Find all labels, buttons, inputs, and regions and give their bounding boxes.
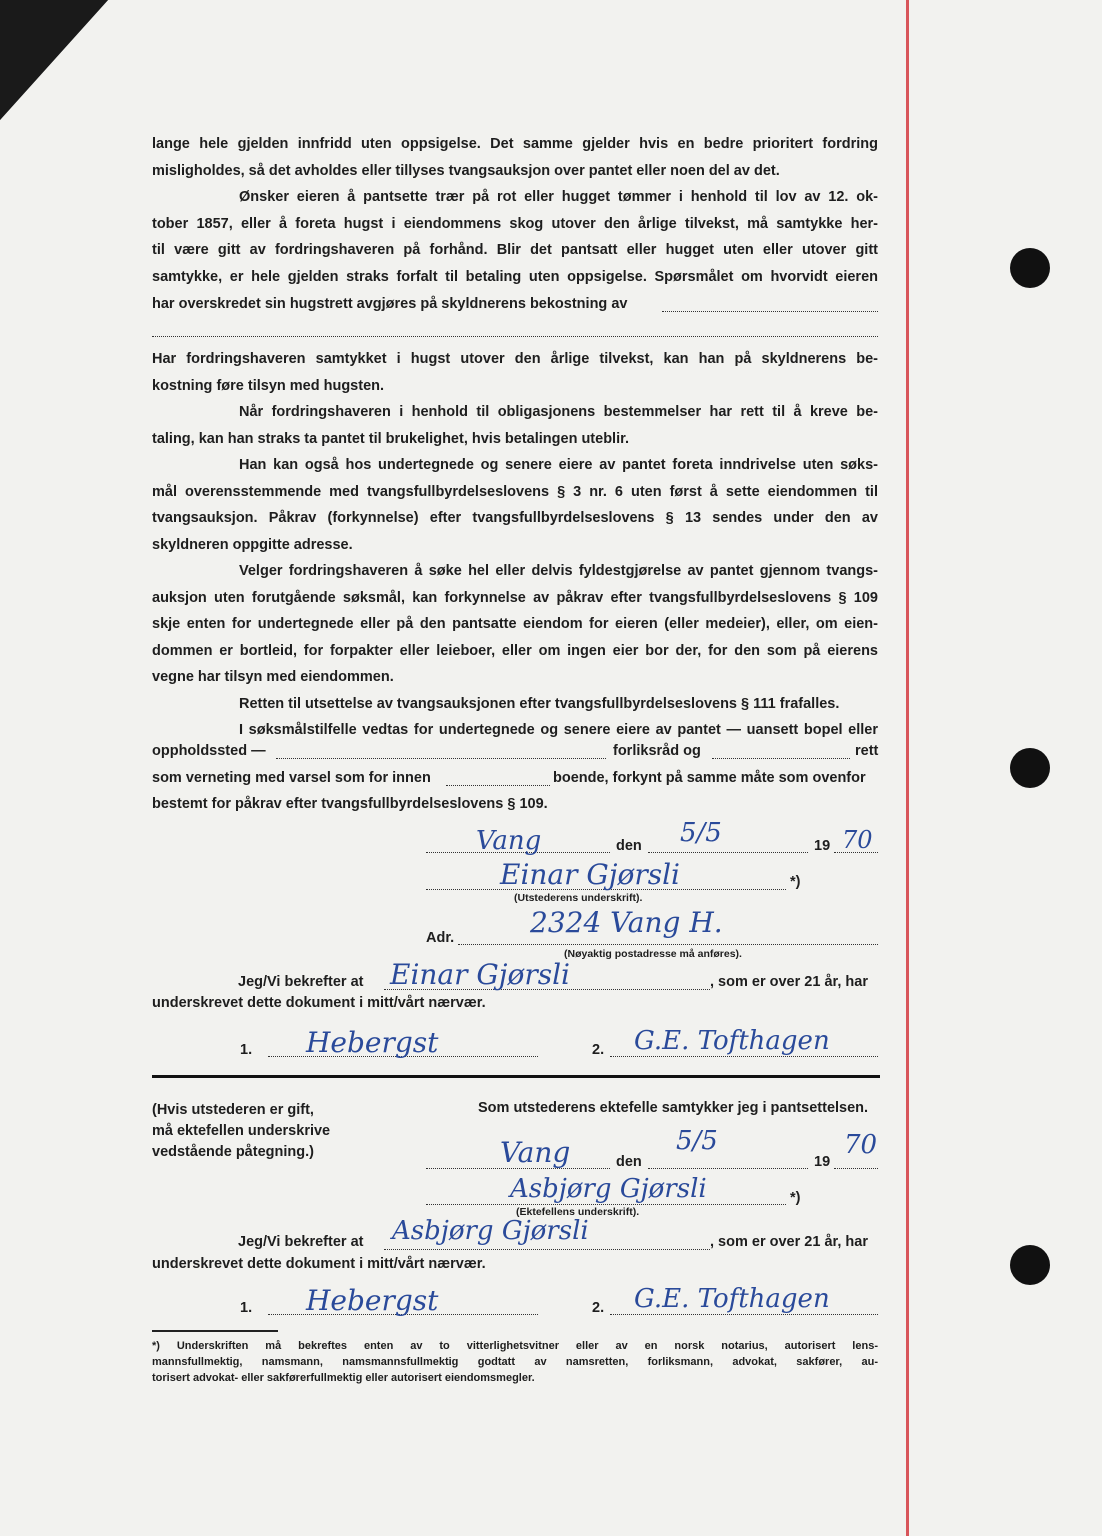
issuer-caption: (Utstederens underskrift).	[514, 892, 643, 904]
confirm-suffix: , som er over 21 år, har	[710, 974, 868, 990]
text-line: lange hele gjelden innfridd uten oppsigelse. Det samme gjelder hvis en bedre prioritert fordring	[152, 136, 878, 152]
fill-line	[834, 852, 878, 853]
fill-line	[834, 1168, 878, 1169]
text-line: vegne har tilsyn med eiendommen.	[152, 669, 394, 685]
confirm-label: Jeg/Vi bekrefter at	[238, 1234, 364, 1250]
punch-hole-icon	[1010, 748, 1050, 788]
text-line: dommen er bortleid, for forpakter eller leieboer, eller om ingen eier bor der, for den som på eierens	[152, 642, 878, 659]
text-line: samtykke, er hele gjelden straks forfalt til betaling uten oppsigelse. Spørsmålet om hvorvidt eieren	[152, 268, 878, 285]
footnote-line: mannsfullmektig, namsmann, namsmannsfullmektig godtatt av namsretten, forliksmann, advokat, sakfører, au-	[152, 1356, 878, 1368]
text-line: kostning føre tilsyn med hugsten.	[152, 377, 385, 394]
text-line: tvangsauksjon. Påkrav (forkynnelse) efter tvangsfullbyrdelseslovens § 13 sendes under den av	[152, 510, 878, 526]
fill-line	[648, 1168, 808, 1169]
witness-2-signature: G.E. Tofthagen	[634, 1026, 830, 1056]
punch-hole-icon	[1010, 248, 1050, 288]
witness-1-number: 1.	[240, 1042, 253, 1058]
text-line: Når fordringshaveren i henhold til obligasjonens bestemmelser har rett til å kreve be-	[239, 404, 878, 420]
consent-text: Som utstederens ektefelle samtykker jeg i pantsettelsen.	[478, 1100, 869, 1116]
signature-line	[426, 1204, 786, 1205]
handwritten-year: 70	[842, 826, 873, 854]
text-line: misligholdes, så det avholdes eller tillyses tvangsauksjon over pantet eller noen del av det.	[152, 162, 780, 179]
text-line: mål overensstemmende med tvangsfullbyrdelseslovens § 3 nr. 6 uten først å sette eiendommen til	[152, 483, 878, 500]
confirm-label: Jeg/Vi bekrefter at	[238, 974, 364, 990]
witness-1-number: 1.	[240, 1300, 253, 1316]
text-line: boende, forkynt på samme måte som ovenfor	[553, 770, 866, 786]
folded-corner	[0, 0, 108, 120]
red-margin-line	[906, 0, 909, 1536]
spouse-caption: (Ektefellens underskrift).	[516, 1206, 640, 1218]
footnote	[152, 1338, 878, 1386]
issuer-signature: Einar Gjørsli	[500, 858, 680, 891]
punch-hole-icon	[1010, 1245, 1050, 1285]
den-label: den	[616, 1154, 642, 1170]
witness-2-number: 2.	[592, 1300, 605, 1316]
section-divider	[152, 1075, 880, 1078]
handwritten-date: 5/5	[676, 1126, 718, 1156]
spouse-note-3: vedstående påtegning.)	[152, 1144, 314, 1160]
adr-label: Adr.	[426, 930, 455, 946]
text-line: auksjon uten forutgående søksmål, kan forkynnelse av påkrav efter tvangsfullbyrdelseslovens § 109	[152, 589, 878, 606]
footnote-line: *) Underskriften må bekreftes enten av to vitterlighetsvitner eller av en norsk notarius, autorisert lens-	[152, 1340, 878, 1352]
year-prefix: 19	[814, 838, 831, 854]
witness-2-number: 2.	[592, 1042, 605, 1058]
text-line: bestemt for påkrav efter tvangsfullbyrdelseslovens § 109.	[152, 796, 548, 812]
footnote-line: torisert advokat- eller sakførerfullmektig eller autorisert eiendomsmegler.	[152, 1372, 535, 1384]
witness-2-line	[610, 1314, 878, 1315]
witness-1-signature: Hebergst	[306, 1284, 439, 1317]
text-line: I søksmålstilfelle vedtas for undertegnede og senere eiere av pantet — uansett bopel eller	[239, 722, 878, 738]
confirm-suffix: , som er over 21 år, har	[710, 1234, 868, 1250]
text-line: rett	[855, 743, 879, 759]
body-paragraphs-top	[152, 131, 878, 290]
handwritten-year: 70	[844, 1130, 878, 1160]
text-line: Han kan også hos undertegnede og senere eiere av pantet foreta inndrivelse uten søks-	[239, 457, 878, 473]
witness-1-signature: Hebergst	[306, 1026, 439, 1059]
text-line: Har fordringshaveren samtykket i hugst utover den årlige tilvekst, kan han på skyldnerens be-	[152, 351, 878, 367]
text-line: Velger fordringshaveren å søke hel eller delvis fyldestgjørelse av pantet gjennom tvangs-	[239, 563, 878, 579]
body-paragraphs-middle	[152, 346, 878, 744]
confirm-line-2: underskrevet dette dokument i mitt/vårt nærvær.	[152, 995, 486, 1011]
text-line: taling, kan han straks ta pantet til brukelighet, hvis betalingen uteblir.	[152, 430, 629, 447]
fill-line	[458, 944, 878, 945]
fill-line	[384, 1249, 710, 1250]
confirm-line-2: underskrevet dette dokument i mitt/vårt nærvær.	[152, 1256, 486, 1272]
witness-2-line	[610, 1056, 878, 1057]
spouse-signature: Asbjørg Gjørsli	[510, 1174, 707, 1204]
asterisk-note: *)	[790, 1190, 801, 1206]
fill-line	[648, 852, 808, 853]
handwritten-address: 2324 Vang H.	[530, 906, 723, 939]
handwritten-place: Vang	[476, 826, 542, 856]
text-line: skyldneren oppgitte adresse.	[152, 536, 353, 553]
fill-line	[276, 758, 606, 759]
spouse-note-2: må ektefellen underskrive	[152, 1123, 331, 1139]
text-line: som verneting med varsel som for innen	[152, 770, 431, 786]
asterisk-note: *)	[790, 874, 801, 890]
address-caption: (Nøyaktig postadresse må anføres).	[564, 948, 742, 960]
confirm-name-handwritten: Asbjørg Gjørsli	[392, 1216, 589, 1246]
fill-line	[446, 785, 550, 786]
text-line: har overskredet sin hugstrett avgjøres på skyldnerens bekostning av	[152, 296, 628, 312]
den-label: den	[616, 838, 642, 854]
text-line: til være gitt av fordringshaveren på forhånd. Blir det pantsatt eller hugget uten eller utover gitt	[152, 242, 878, 258]
text-line: tober 1857, eller å foreta hugst i eiendommens skog utover den årlige tilvekst, må samtykke her-	[152, 215, 878, 232]
year-prefix: 19	[814, 1154, 831, 1170]
footnote-rule	[152, 1330, 278, 1332]
text-line: skje enten for undertegnede eller på den pantsatte eiendom for eieren (eller medeier), eller, om eien-	[152, 616, 878, 632]
witness-2-signature: G.E. Tofthagen	[634, 1284, 830, 1314]
handwritten-place: Vang	[500, 1136, 571, 1169]
fill-line	[152, 336, 878, 337]
handwritten-date: 5/5	[680, 818, 722, 848]
text-line: Ønsker eieren å pantsette trær på rot eller hugget tømmer i henhold til lov av 12. ok-	[239, 189, 878, 205]
confirm-name-handwritten: Einar Gjørsli	[390, 958, 570, 991]
text-line: forliksråd og	[613, 743, 701, 759]
fill-line	[712, 758, 850, 759]
spouse-note-1: (Hvis utstederen er gift,	[152, 1102, 314, 1118]
text-line: Retten til utsettelse av tvangsauksjonen efter tvangsfullbyrdelseslovens § 111 frafalles.	[239, 695, 840, 712]
text-line: oppholdssted —	[152, 743, 266, 759]
fill-line	[662, 311, 878, 312]
